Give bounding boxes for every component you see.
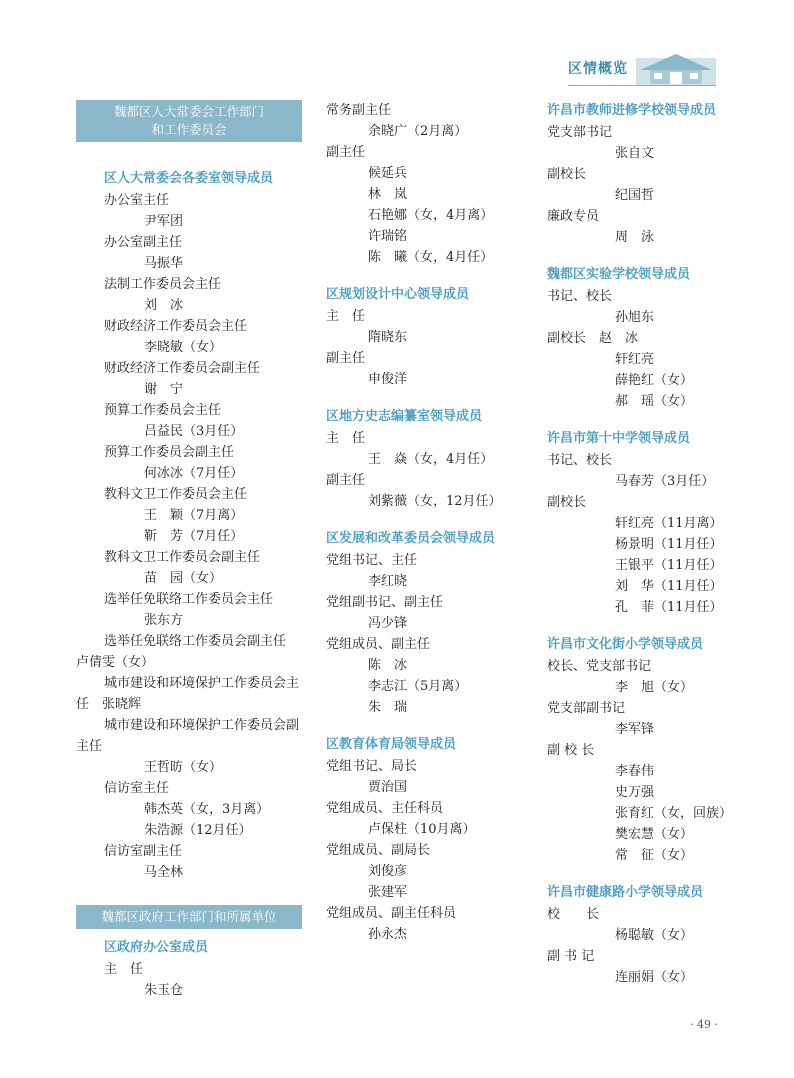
list-item: 李军锋 xyxy=(615,722,655,737)
section-header xyxy=(568,50,716,86)
list-item: 李红晓 xyxy=(368,574,408,589)
list-item: 党组书记、主任 xyxy=(326,553,418,568)
section-heading: 许昌市健康路小学领导成员 xyxy=(547,885,704,900)
list-item: 吕益民（3月任） xyxy=(144,424,244,439)
list-item: 杨聪敏（女） xyxy=(615,928,694,943)
list-item: 党组成员、副主任 xyxy=(326,637,431,652)
column-1 xyxy=(76,100,313,1001)
list-item: 谢 宁 xyxy=(144,382,184,397)
list-item: 刘俊彦 xyxy=(368,864,408,879)
list-item: 李晓敏（女） xyxy=(144,340,223,355)
list-item: 党组副书记、副主任 xyxy=(326,595,444,610)
list-item: 樊宏慧（女） xyxy=(615,827,694,842)
list-item: 副主任 xyxy=(326,473,366,488)
list-item: 候延兵 xyxy=(368,166,408,181)
list-item: 马全林 xyxy=(144,865,184,880)
list-item: 预算工作委员会主任 xyxy=(104,403,222,418)
list-item: 韩杰英（女，3月离） xyxy=(144,802,270,817)
list-item: 教科文卫工作委员会副主任 xyxy=(104,550,261,565)
list-item: 财政经济工作委员会副主任 xyxy=(104,361,261,376)
list-item: 李春伟 xyxy=(615,764,655,779)
list-item: 党支部书记 xyxy=(547,125,613,140)
list-item: 王银平（11月任） xyxy=(615,558,723,573)
list-item: 许瑞铭 xyxy=(368,229,408,244)
list-item: 书记、校长 xyxy=(547,289,613,304)
section-heading: 区地方史志编纂室领导成员 xyxy=(326,409,483,424)
list-item: 主 任 xyxy=(104,962,144,977)
section-heading: 区教育体育局领导成员 xyxy=(326,737,457,752)
list-item: 张东方 xyxy=(144,613,184,628)
list-item: 书记、校长 xyxy=(547,453,613,468)
box-title-1: 魏都区人大常委会工作部门 和工作委员会 xyxy=(76,100,302,142)
list-item: 党支部副书记 xyxy=(547,701,626,716)
list-item: 刘 冰 xyxy=(144,298,184,313)
list-item: 张育红（女，回族） xyxy=(615,806,733,821)
list-item: 刘 华（11月任） xyxy=(615,579,723,594)
list-item: 杨景明（11月任） xyxy=(615,537,723,552)
list-item: 副 书 记 xyxy=(547,949,595,964)
list-item: 副 校 长 xyxy=(547,743,595,758)
list-item: 主 任 xyxy=(326,309,366,324)
list-item: 教科文卫工作委员会主任 xyxy=(104,487,248,502)
list-item: 校 长 xyxy=(547,907,600,922)
list-item: 校长、党支部书记 xyxy=(547,659,652,674)
list-item: 廉政专员 xyxy=(547,209,600,224)
list-item: 苗 园（女） xyxy=(144,571,223,586)
list-item: 办公室副主任 xyxy=(104,235,183,250)
list-item: 副校长 xyxy=(547,495,587,510)
building-icon xyxy=(636,50,716,86)
list-item: 城市建设和环境保护工作委员会副主任 xyxy=(76,718,300,754)
list-item: 党组成员、主任科员 xyxy=(326,801,444,816)
list-item: 石艳娜（女，4月离） xyxy=(368,208,494,223)
list-item: 卢保柱（10月离） xyxy=(368,822,476,837)
section-heading: 区规划设计中心领导成员 xyxy=(326,287,470,302)
list-item: 薛艳红（女） xyxy=(615,373,694,388)
list-item: 朱玉仓 xyxy=(144,983,184,998)
section-heading: 许昌市教师进修学校领导成员 xyxy=(547,103,717,118)
list-item: 孙旭东 xyxy=(615,310,655,325)
list-item: 王 颖（7月离） xyxy=(144,508,244,523)
list-item: 陈 曦（女，4月任） xyxy=(368,250,494,265)
list-item: 周 泳 xyxy=(615,230,655,245)
list-item: 朱浩源（12月任） xyxy=(144,823,252,838)
list-item: 选举任免联络工作委员会副主任 卢倩雯（女） xyxy=(76,634,313,670)
list-item: 李 旭（女） xyxy=(615,680,694,695)
list-item: 轩红亮（11月离） xyxy=(615,516,723,531)
list-item: 办公室主任 xyxy=(104,193,170,208)
page-number: · 49 · xyxy=(690,1018,718,1031)
list-item: 刘紫薇（女，12月任） xyxy=(368,494,502,509)
list-item: 信访室副主任 xyxy=(104,844,183,859)
box-title-2: 魏都区政府工作部门和所属单位 xyxy=(76,905,302,929)
list-item: 尹军团 xyxy=(144,214,184,229)
list-item: 冯少锋 xyxy=(368,616,408,631)
list-item: 余晓广（2月离） xyxy=(368,124,468,139)
column-3 xyxy=(547,100,773,988)
list-item: 何冰冰（7月任） xyxy=(144,466,244,481)
list-item: 陈 冰 xyxy=(368,658,408,673)
list-item: 常务副主任 xyxy=(326,103,392,118)
section-heading: 区发展和改革委员会领导成员 xyxy=(326,531,496,546)
list-item: 选举任免联络工作委员会主任 xyxy=(104,592,274,607)
list-item: 副主任 xyxy=(326,351,366,366)
list-item: 信访室主任 xyxy=(104,781,170,796)
list-item: 党组成员、副局长 xyxy=(326,843,431,858)
list-item: 靳 芳（7月任） xyxy=(144,529,244,544)
section-heading: 区政府办公室成员 xyxy=(104,940,209,955)
list-item: 法制工作委员会主任 xyxy=(104,277,222,292)
list-item: 财政经济工作委员会主任 xyxy=(104,319,248,334)
list-item: 隋晓东 xyxy=(368,330,408,345)
list-item: 连丽娟（女） xyxy=(615,970,694,985)
list-item: 贾治国 xyxy=(368,780,408,795)
list-item: 郝 瑶（女） xyxy=(615,394,694,409)
list-item: 城市建设和环境保护工作委员会主任 张晓辉 xyxy=(76,676,300,712)
section-heading: 许昌市第十中学领导成员 xyxy=(547,431,691,446)
list-item: 纪国哲 xyxy=(615,188,655,203)
list-item: 王哲昉（女） xyxy=(144,760,223,775)
list-item: 常 征（女） xyxy=(615,848,694,863)
section-title: 区情概览 xyxy=(568,61,628,77)
list-item: 史万强 xyxy=(615,785,655,800)
list-item: 张自文 xyxy=(615,146,655,161)
list-item: 孙永杰 xyxy=(368,927,408,942)
header-rule xyxy=(568,85,716,86)
list-item: 张建军 xyxy=(368,885,408,900)
list-item: 孔 菲（11月任） xyxy=(615,600,723,615)
list-item: 李志江（5月离） xyxy=(368,679,468,694)
list-item: 林 岚 xyxy=(368,187,408,202)
section-heading: 魏都区实验学校领导成员 xyxy=(547,267,691,282)
list-item: 申俊洋 xyxy=(368,372,408,387)
list-item: 副校长 赵 冰 xyxy=(547,331,639,346)
list-item: 党组书记、局长 xyxy=(326,759,418,774)
list-item: 党组成员、副主任科员 xyxy=(326,906,457,921)
list-item: 副主任 xyxy=(326,145,366,160)
list-item: 主 任 xyxy=(326,431,366,446)
list-item: 轩红亮 xyxy=(615,352,655,367)
list-item: 预算工作委员会副主任 xyxy=(104,445,235,460)
list-item: 副校长 xyxy=(547,167,587,182)
list-item: 马春芳（3月任） xyxy=(615,474,715,489)
list-item: 王 焱（女，4月任） xyxy=(368,452,494,467)
column-2 xyxy=(326,100,552,945)
list-item: 朱 瑞 xyxy=(368,700,408,715)
section-heading: 区人大常委会各委室领导成员 xyxy=(104,171,274,186)
list-item: 马振华 xyxy=(144,256,184,271)
section-heading: 许昌市文化街小学领导成员 xyxy=(547,637,704,652)
